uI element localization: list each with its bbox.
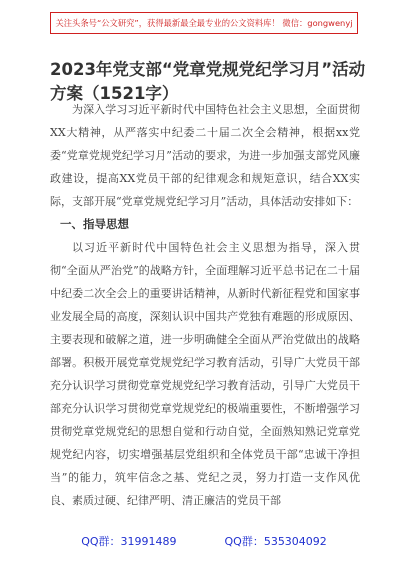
document-title: 2023年党支部“党章党规党纪学习月”活动方案（1521字）	[50, 60, 366, 103]
footer	[0, 530, 408, 552]
footer-qq-group-2: QQ群：535304092	[224, 535, 327, 548]
section-paragraph: 以习近平新时代中国特色社会主义思想为指导，深入贯彻“全面从严治党”的战略方针，全面理解习近平总书记在二十届中纪委二次全会上的重要讲话精神，从新时代新征程党和国家事业发展全局的高度，深刻认识中国共产党独有难题的形成原因、主要表现和破解之道，进一步明确健全全面从严治党做出的战略部署。积极开展党章党规党纪学习教育活动，引导广大党员干部充分认识学习贯彻党章党规党纪学习教育活动，引导广大党员干部充分认识学习贯彻党章党规党纪的极端重要性，不断增强学习贯彻党章党规党纪的思想自觉和行动自觉，全面熟知熟记党章党规党纪内容，切实增强基层党组织和全体党员干部“忠诚干净担当”的能力，筑牢信念之基、党纪之灵，努力打造一支作风优良、素质过硬、纪律严明、清正廉洁的党员干部	[50, 241, 360, 507]
section-heading: 一、指导思想	[60, 217, 129, 231]
intro-paragraph: 为深入学习习近平新时代中国特色社会主义思想，全面贯彻XX大精神，从严落实中纪委二十届二次全会精神，根据xx党委“党章党规党纪学习月”活动的要求，为进一步加强支部党风廉政建设，提高XX党员干部的纪律观念和规矩意识，结合XX实际，支部开展“党章党规党纪学习月”活动，具体活动安排如下：	[50, 103, 360, 208]
promo-banner-text: 关注头条号“公文研究”，获得最新最全最专业的公文资料库！ 微信：gongwenyj	[55, 18, 353, 28]
document-body	[50, 98, 360, 512]
footer-qq-group-1: QQ群：31991489	[81, 535, 177, 548]
promo-banner	[50, 12, 358, 34]
